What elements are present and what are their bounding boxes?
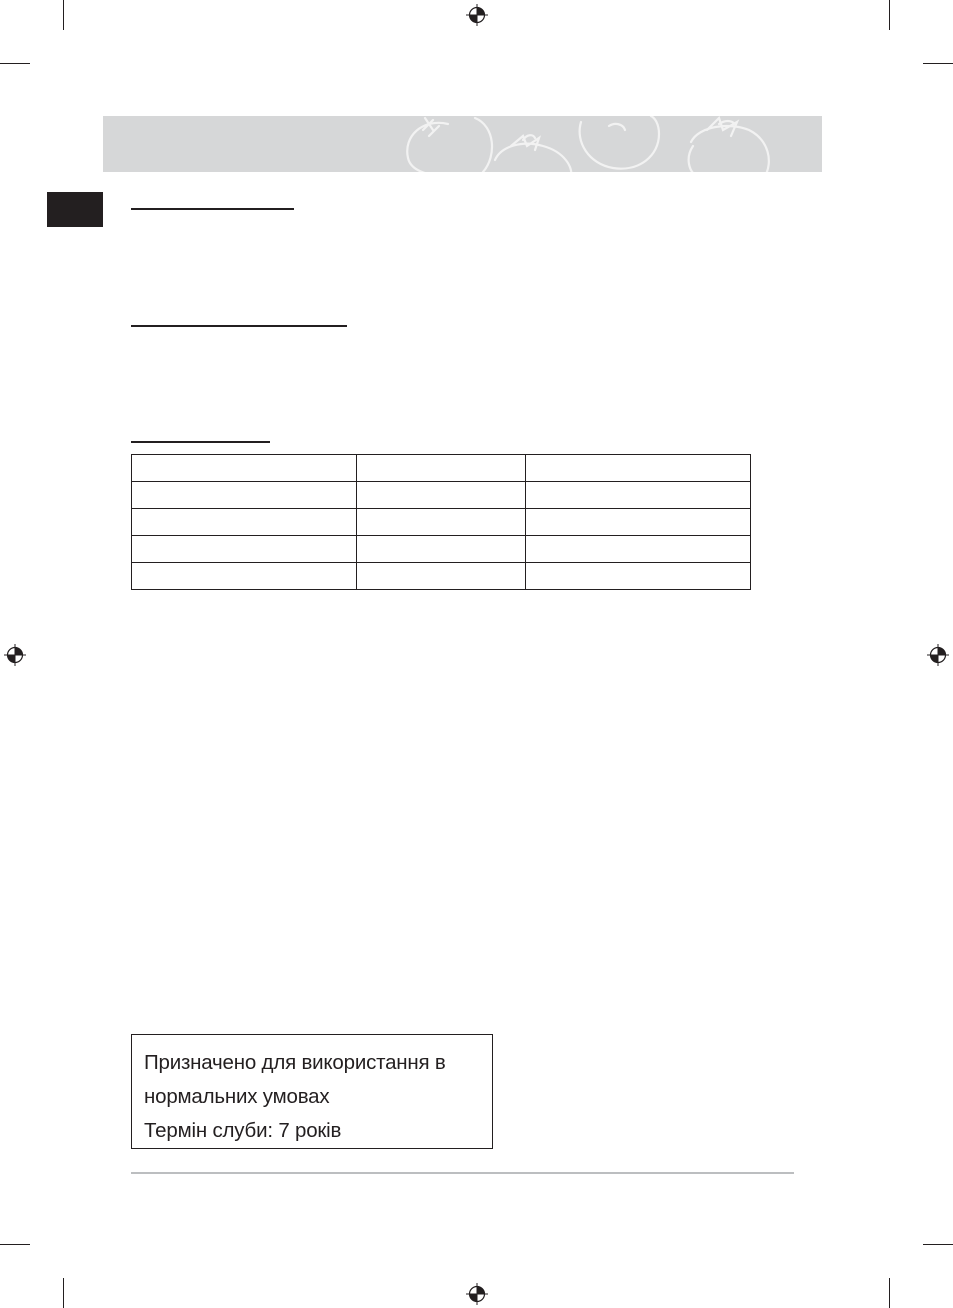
notice-box — [131, 1034, 493, 1149]
crop-mark-left-top — [0, 63, 30, 64]
table-row — [132, 509, 751, 536]
table-row — [132, 563, 751, 590]
table-cell — [357, 509, 526, 536]
section-heading-underline — [131, 208, 294, 210]
language-tab — [47, 192, 103, 227]
table-cell — [526, 482, 751, 509]
notice-line: нормальних умовах — [144, 1085, 330, 1108]
table-cell — [357, 482, 526, 509]
table-cell — [526, 563, 751, 590]
crop-mark-right-top — [923, 63, 953, 64]
crop-mark-right-bottom — [923, 1244, 953, 1245]
crop-mark-top-left — [63, 0, 64, 30]
crop-mark-top-right — [889, 0, 890, 30]
table-cell — [357, 455, 526, 482]
crop-mark-left-bottom — [0, 1244, 30, 1245]
table-cell — [526, 455, 751, 482]
header-band — [103, 116, 822, 172]
registration-target-icon — [4, 644, 26, 666]
table-cell — [132, 482, 357, 509]
crop-mark-bottom-right — [889, 1278, 890, 1308]
table-cell — [132, 509, 357, 536]
table-row — [132, 536, 751, 563]
tomato-outline-icon — [103, 116, 822, 172]
registration-target-icon — [466, 4, 488, 26]
table-cell — [132, 536, 357, 563]
section-heading-underline — [131, 441, 270, 443]
table-row — [132, 455, 751, 482]
table-row — [132, 482, 751, 509]
table-cell — [526, 536, 751, 563]
spec-table — [131, 454, 751, 590]
table-cell — [526, 509, 751, 536]
footer-rule — [131, 1172, 794, 1174]
table-cell — [132, 455, 357, 482]
notice-line: Термін слуби: 7 років — [144, 1119, 342, 1142]
table-cell — [132, 563, 357, 590]
notice-line: Призначено для використання в — [144, 1051, 446, 1074]
table-cell — [357, 536, 526, 563]
table-cell — [357, 563, 526, 590]
registration-target-icon — [927, 644, 949, 666]
registration-target-icon — [466, 1283, 488, 1305]
section-heading-underline — [131, 325, 347, 327]
crop-mark-bottom-left — [63, 1278, 64, 1308]
